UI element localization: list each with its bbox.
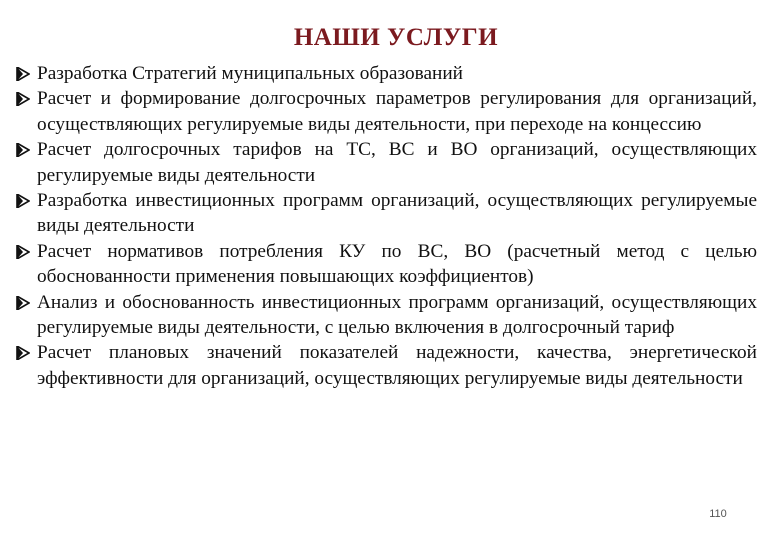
list-item — [16, 86, 757, 137]
list-item-text: Расчет долгосрочных тарифов на ТС, ВС и ВО организаций, осуществляющих регулируемые виды деятельности — [37, 139, 757, 186]
slide-title — [0, 24, 780, 52]
list-item — [16, 137, 757, 188]
list-item-text: Анализ и обоснованность инвестиционных программ организаций, осуществляющих регулируемые виды деятельности, с целью включения в долгосрочный тариф — [37, 291, 757, 339]
list-item — [16, 239, 757, 290]
list-item — [16, 61, 757, 86]
list-item-text: Расчет и формирование долгосрочных параметров регулирования для организаций, осуществляющих регулируемые виды деятельности, при переходе на концессию — [37, 88, 757, 135]
list-item-text: Разработка Стратегий муниципальных образований — [37, 63, 463, 84]
services-list — [16, 61, 757, 391]
list-item — [16, 340, 757, 391]
list-item-text: Разработка инвестиционных программ организаций, осуществляющих регулируемые виды деятельности — [37, 190, 757, 237]
list-item — [16, 188, 757, 239]
arrowhead-bullet-icon — [16, 188, 32, 213]
list-item — [16, 290, 757, 341]
arrowhead-bullet-icon — [16, 239, 32, 264]
arrowhead-bullet-icon — [16, 86, 32, 111]
list-item-text: Расчет плановых значений показателей надежности, качества, энергетической эффективности для организаций, осуществляющих регулируемые виды деятельности — [37, 342, 757, 389]
arrowhead-bullet-icon — [16, 137, 32, 162]
arrowhead-bullet-icon — [16, 340, 32, 365]
page-number: 110 — [709, 508, 727, 520]
list-item-text: Расчет нормативов потребления КУ по ВС, ВО (расчетный метод с целью обоснованности применения повышающих коэффициентов) — [37, 240, 757, 288]
slide-title-text: НАШИ УСЛУГИ — [293, 24, 499, 51]
arrowhead-bullet-icon — [16, 290, 32, 315]
arrowhead-bullet-icon — [16, 61, 32, 86]
